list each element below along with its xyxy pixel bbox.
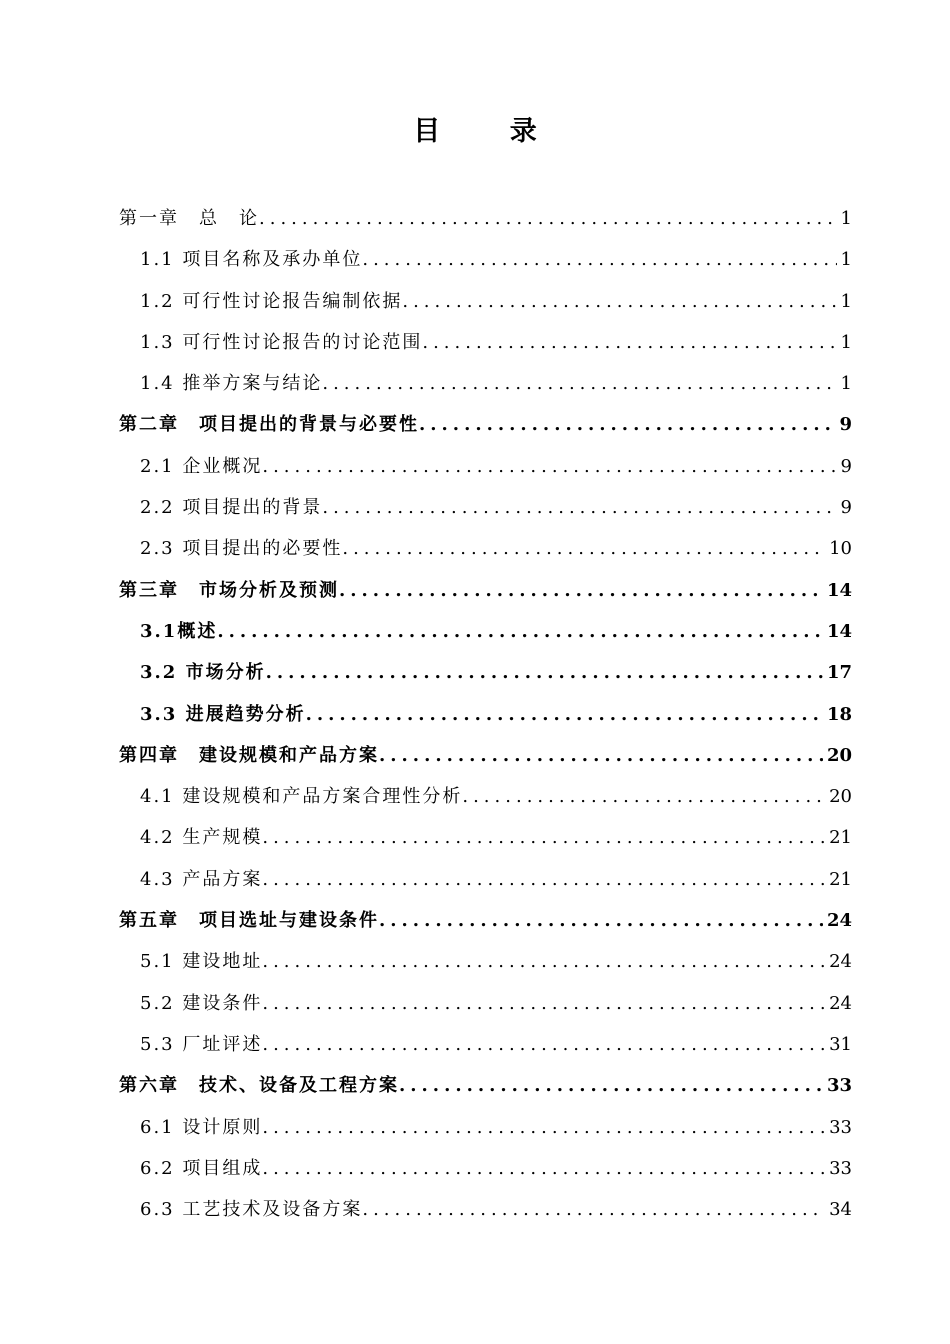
toc-entry-title: 1.4 推举方案与结论 bbox=[140, 373, 323, 395]
toc-page-number: 21 bbox=[829, 827, 852, 849]
toc-dot-leader bbox=[362, 1189, 825, 1230]
toc-chapter-entry[interactable] bbox=[119, 1065, 852, 1106]
toc-section-entry[interactable] bbox=[119, 322, 852, 363]
toc-section-entry[interactable] bbox=[119, 446, 852, 487]
toc-entry-title: 2.3 项目提出的必要性 bbox=[140, 538, 343, 560]
toc-entry-title: 4.3 产品方案 bbox=[140, 868, 263, 890]
toc-dot-leader bbox=[262, 1024, 825, 1065]
toc-entry-title: 第六章 技术、设备及工程方案 bbox=[119, 1075, 399, 1097]
toc-dot-leader bbox=[262, 817, 825, 858]
toc-entry-title: 1.1 项目名称及承办单位 bbox=[140, 249, 363, 271]
toc-dot-leader bbox=[266, 652, 823, 693]
toc-entry-title: 2.2 项目提出的背景 bbox=[140, 497, 323, 519]
toc-dot-leader bbox=[422, 322, 836, 363]
toc-dot-leader bbox=[306, 694, 823, 735]
toc-chapter-entry[interactable] bbox=[119, 404, 852, 445]
toc-section-entry[interactable] bbox=[119, 528, 852, 569]
toc-section-entry[interactable] bbox=[119, 1024, 852, 1065]
toc-dot-leader bbox=[262, 983, 825, 1024]
toc-entry-title: 5.1 建设地址 bbox=[140, 951, 263, 973]
toc-page-number: 31 bbox=[829, 1033, 852, 1055]
toc-page-number: 1 bbox=[840, 373, 852, 395]
toc-entry-title: 6.3 工艺技术及设备方案 bbox=[140, 1199, 363, 1221]
toc-section-entry[interactable] bbox=[119, 859, 852, 900]
toc-section-entry[interactable] bbox=[119, 776, 852, 817]
toc-chapter-entry[interactable] bbox=[119, 198, 852, 239]
toc-section-entry[interactable] bbox=[119, 941, 852, 982]
toc-dot-leader bbox=[402, 281, 836, 322]
toc-entry-title: 6.2 项目组成 bbox=[140, 1157, 263, 1179]
toc-entry-title: 第五章 项目选址与建设条件 bbox=[119, 910, 379, 932]
toc-section-entry[interactable] bbox=[119, 694, 852, 735]
toc-dot-leader bbox=[339, 570, 823, 611]
toc-entry-title: 2.1 企业概况 bbox=[140, 455, 263, 477]
toc-page-number: 9 bbox=[840, 455, 852, 477]
toc-dot-leader bbox=[262, 859, 825, 900]
toc-dot-leader bbox=[322, 363, 836, 404]
toc-page-number: 17 bbox=[826, 662, 852, 684]
toc-section-entry[interactable] bbox=[119, 817, 852, 858]
toc-section-entry[interactable] bbox=[119, 1148, 852, 1189]
toc-page-number: 20 bbox=[826, 744, 852, 766]
toc-dot-leader bbox=[262, 446, 836, 487]
toc-chapter-entry[interactable] bbox=[119, 735, 852, 776]
toc-dot-leader bbox=[342, 528, 825, 569]
toc-dot-leader bbox=[379, 900, 823, 941]
toc-entry-title: 3.2 市场分析 bbox=[140, 662, 266, 684]
toc-page-number: 10 bbox=[829, 538, 852, 560]
toc-dot-leader bbox=[262, 1148, 825, 1189]
toc-section-entry[interactable] bbox=[119, 611, 852, 652]
toc-entry-title: 1.2 可行性讨论报告编制依据 bbox=[140, 290, 403, 312]
toc-page-number: 9 bbox=[840, 497, 852, 519]
toc-page-number: 1 bbox=[840, 249, 852, 271]
toc-page-number: 33 bbox=[829, 1116, 852, 1138]
toc-page-number: 33 bbox=[826, 1075, 852, 1097]
toc-dot-leader bbox=[362, 239, 836, 280]
toc-dot-leader bbox=[399, 1065, 823, 1106]
table-of-contents bbox=[119, 198, 852, 1230]
toc-section-entry[interactable] bbox=[119, 652, 852, 693]
toc-entry-title: 4.1 建设规模和产品方案合理性分析 bbox=[140, 786, 463, 808]
toc-dot-leader bbox=[462, 776, 825, 817]
toc-page-number: 1 bbox=[840, 290, 852, 312]
toc-chapter-entry[interactable] bbox=[119, 900, 852, 941]
toc-section-entry[interactable] bbox=[119, 1189, 852, 1230]
toc-entry-title: 1.3 可行性讨论报告的讨论范围 bbox=[140, 331, 423, 353]
toc-dot-leader bbox=[259, 198, 837, 239]
toc-dot-leader bbox=[419, 404, 835, 445]
toc-entry-title: 第一章 总 论 bbox=[119, 208, 259, 229]
toc-entry-title: 4.2 生产规模 bbox=[140, 827, 263, 849]
toc-entry-title: 6.1 设计原则 bbox=[140, 1116, 263, 1138]
toc-page-number: 20 bbox=[829, 786, 852, 808]
toc-dot-leader bbox=[262, 941, 825, 982]
toc-entry-title: 3.3 进展趋势分析 bbox=[140, 703, 306, 725]
toc-section-entry[interactable] bbox=[119, 983, 852, 1024]
toc-entry-title: 5.3 厂址评述 bbox=[140, 1033, 263, 1055]
toc-section-entry[interactable] bbox=[119, 363, 852, 404]
toc-page-number: 9 bbox=[839, 414, 852, 436]
toc-entry-title: 5.2 建设条件 bbox=[140, 992, 263, 1014]
toc-dot-leader bbox=[322, 487, 836, 528]
toc-page-number: 18 bbox=[826, 703, 852, 725]
toc-dot-leader bbox=[217, 611, 823, 652]
toc-page-number: 24 bbox=[829, 992, 852, 1014]
toc-page-number: 21 bbox=[829, 868, 852, 890]
toc-section-entry[interactable] bbox=[119, 239, 852, 280]
toc-page-number: 24 bbox=[826, 910, 852, 932]
toc-dot-leader bbox=[379, 735, 823, 776]
toc-entry-title: 第四章 建设规模和产品方案 bbox=[119, 744, 379, 766]
toc-chapter-entry[interactable] bbox=[119, 570, 852, 611]
toc-dot-leader bbox=[262, 1107, 825, 1148]
toc-section-entry[interactable] bbox=[119, 281, 852, 322]
toc-page-number: 33 bbox=[829, 1157, 852, 1179]
toc-title: 目 录 bbox=[413, 116, 567, 147]
toc-entry-title: 第二章 项目提出的背景与必要性 bbox=[119, 414, 419, 436]
toc-section-entry[interactable] bbox=[119, 487, 852, 528]
toc-entry-title: 3.1概述 bbox=[140, 620, 218, 642]
toc-entry-title: 第三章 市场分析及预测 bbox=[119, 579, 339, 601]
toc-page-number: 1 bbox=[840, 208, 852, 229]
toc-section-entry[interactable] bbox=[119, 1107, 852, 1148]
toc-page-number: 24 bbox=[829, 951, 852, 973]
toc-page-number: 34 bbox=[829, 1199, 852, 1221]
toc-page-number: 14 bbox=[826, 620, 852, 642]
toc-page-number: 14 bbox=[826, 579, 852, 601]
toc-page-number: 1 bbox=[840, 331, 852, 353]
